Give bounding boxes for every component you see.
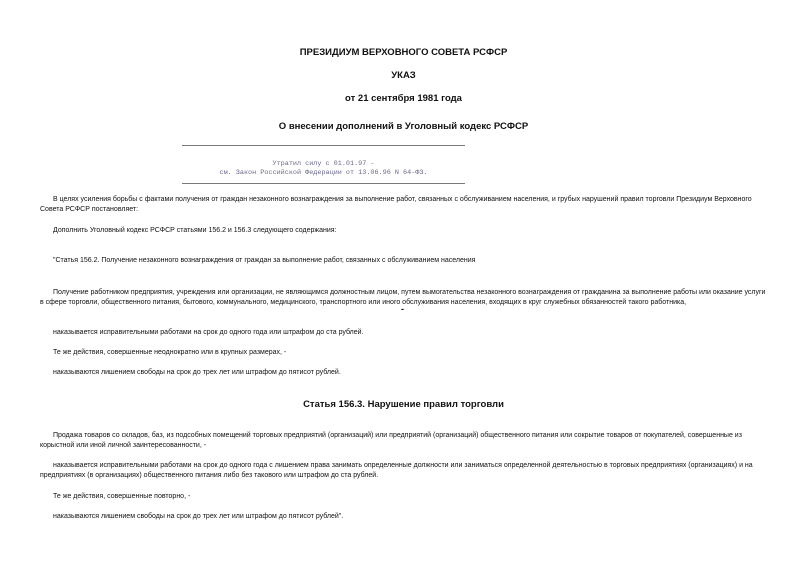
bottom-divider bbox=[182, 183, 465, 184]
article-156-2-aggravated-penalty: наказываются лишением свободы на срок до трех лет или штрафом до пятисот рублей. bbox=[53, 369, 341, 376]
issuing-organ: ПРЕЗИДИУМ ВЕРХОВНОГО СОВЕТА РСФСР bbox=[299, 47, 508, 58]
dash-mark: - bbox=[401, 304, 404, 314]
document-date: от 21 сентября 1981 года bbox=[345, 93, 462, 104]
top-divider bbox=[182, 145, 465, 146]
article-156-3-title: Статья 156.3. Нарушение правил торговли bbox=[303, 399, 504, 410]
document-title: О внесении дополнений в Уголовный кодекс РСФСР bbox=[278, 121, 529, 132]
article-156-3-paragraph: Продажа товаров со складов, баз, из подсобных помещений торговых предприятий (организаций) или предприятий (организаций) общественного питания или сокрытие товаров от покупателей, совершенные из корыстной или иной личной заинтересованности, - bbox=[40, 432, 742, 449]
document-type: УКАЗ bbox=[391, 70, 416, 81]
article-156-3-repeated: Те же действия, совершенные повторно, - bbox=[53, 493, 191, 500]
intro-paragraph: Дополнить Уголовный кодекс РСФСР статьями 156.2 и 156.3 следующего содержания: bbox=[53, 227, 337, 234]
status-note-line2[interactable]: см. Закон Российской Федерации от 13.06.96 N 64-ФЗ. bbox=[219, 169, 428, 177]
article-156-3-penalty: наказывается исправительными работами на срок до одного года с лишением права занимать определенные должности или заниматься определенной деятельностью в торговых предприятиях (организациях) и на предприятиях (в организациях) общественного питания либо без такового или штрафом до ста рублей. bbox=[40, 462, 753, 479]
preamble-paragraph: В целях усиления борьбы с фактами получения от граждан незаконного вознаграждения за выполнение работ, связанных с обслуживанием населения, и грубых нарушений правил торговли Президиум Верховного Совета РСФСР постановляет: bbox=[40, 196, 752, 213]
article-156-2-paragraph: Получение работником предприятия, учреждения или организации, не являющимся должностным лицом, путем вымогательства незаконного вознаграждения от гражданина за выполнение работы или оказание услуги в сфере торговли, общественного питания, бытового, коммунального, медицинского, транспортного или иного обслуживания населения, входящих в круг служебных обязанностей такого работника, bbox=[40, 289, 766, 306]
article-156-3-repeated-penalty: наказываются лишением свободы на срок до трех лет или штрафом до пятисот рублей". bbox=[53, 513, 344, 520]
article-156-2-penalty: наказывается исправительными работами на срок до одного года или штрафом до ста рублей. bbox=[53, 329, 364, 336]
article-156-2-title: "Статья 156.2. Получение незаконного вознаграждения от граждан за выполнение работ, связанных с обслуживанием населения bbox=[53, 257, 476, 264]
status-note-line1: Утратил силу с 01.01.97 - bbox=[272, 160, 375, 168]
article-156-2-aggravated: Те же действия, совершенные неоднократно или в крупных размерах, - bbox=[53, 349, 287, 356]
